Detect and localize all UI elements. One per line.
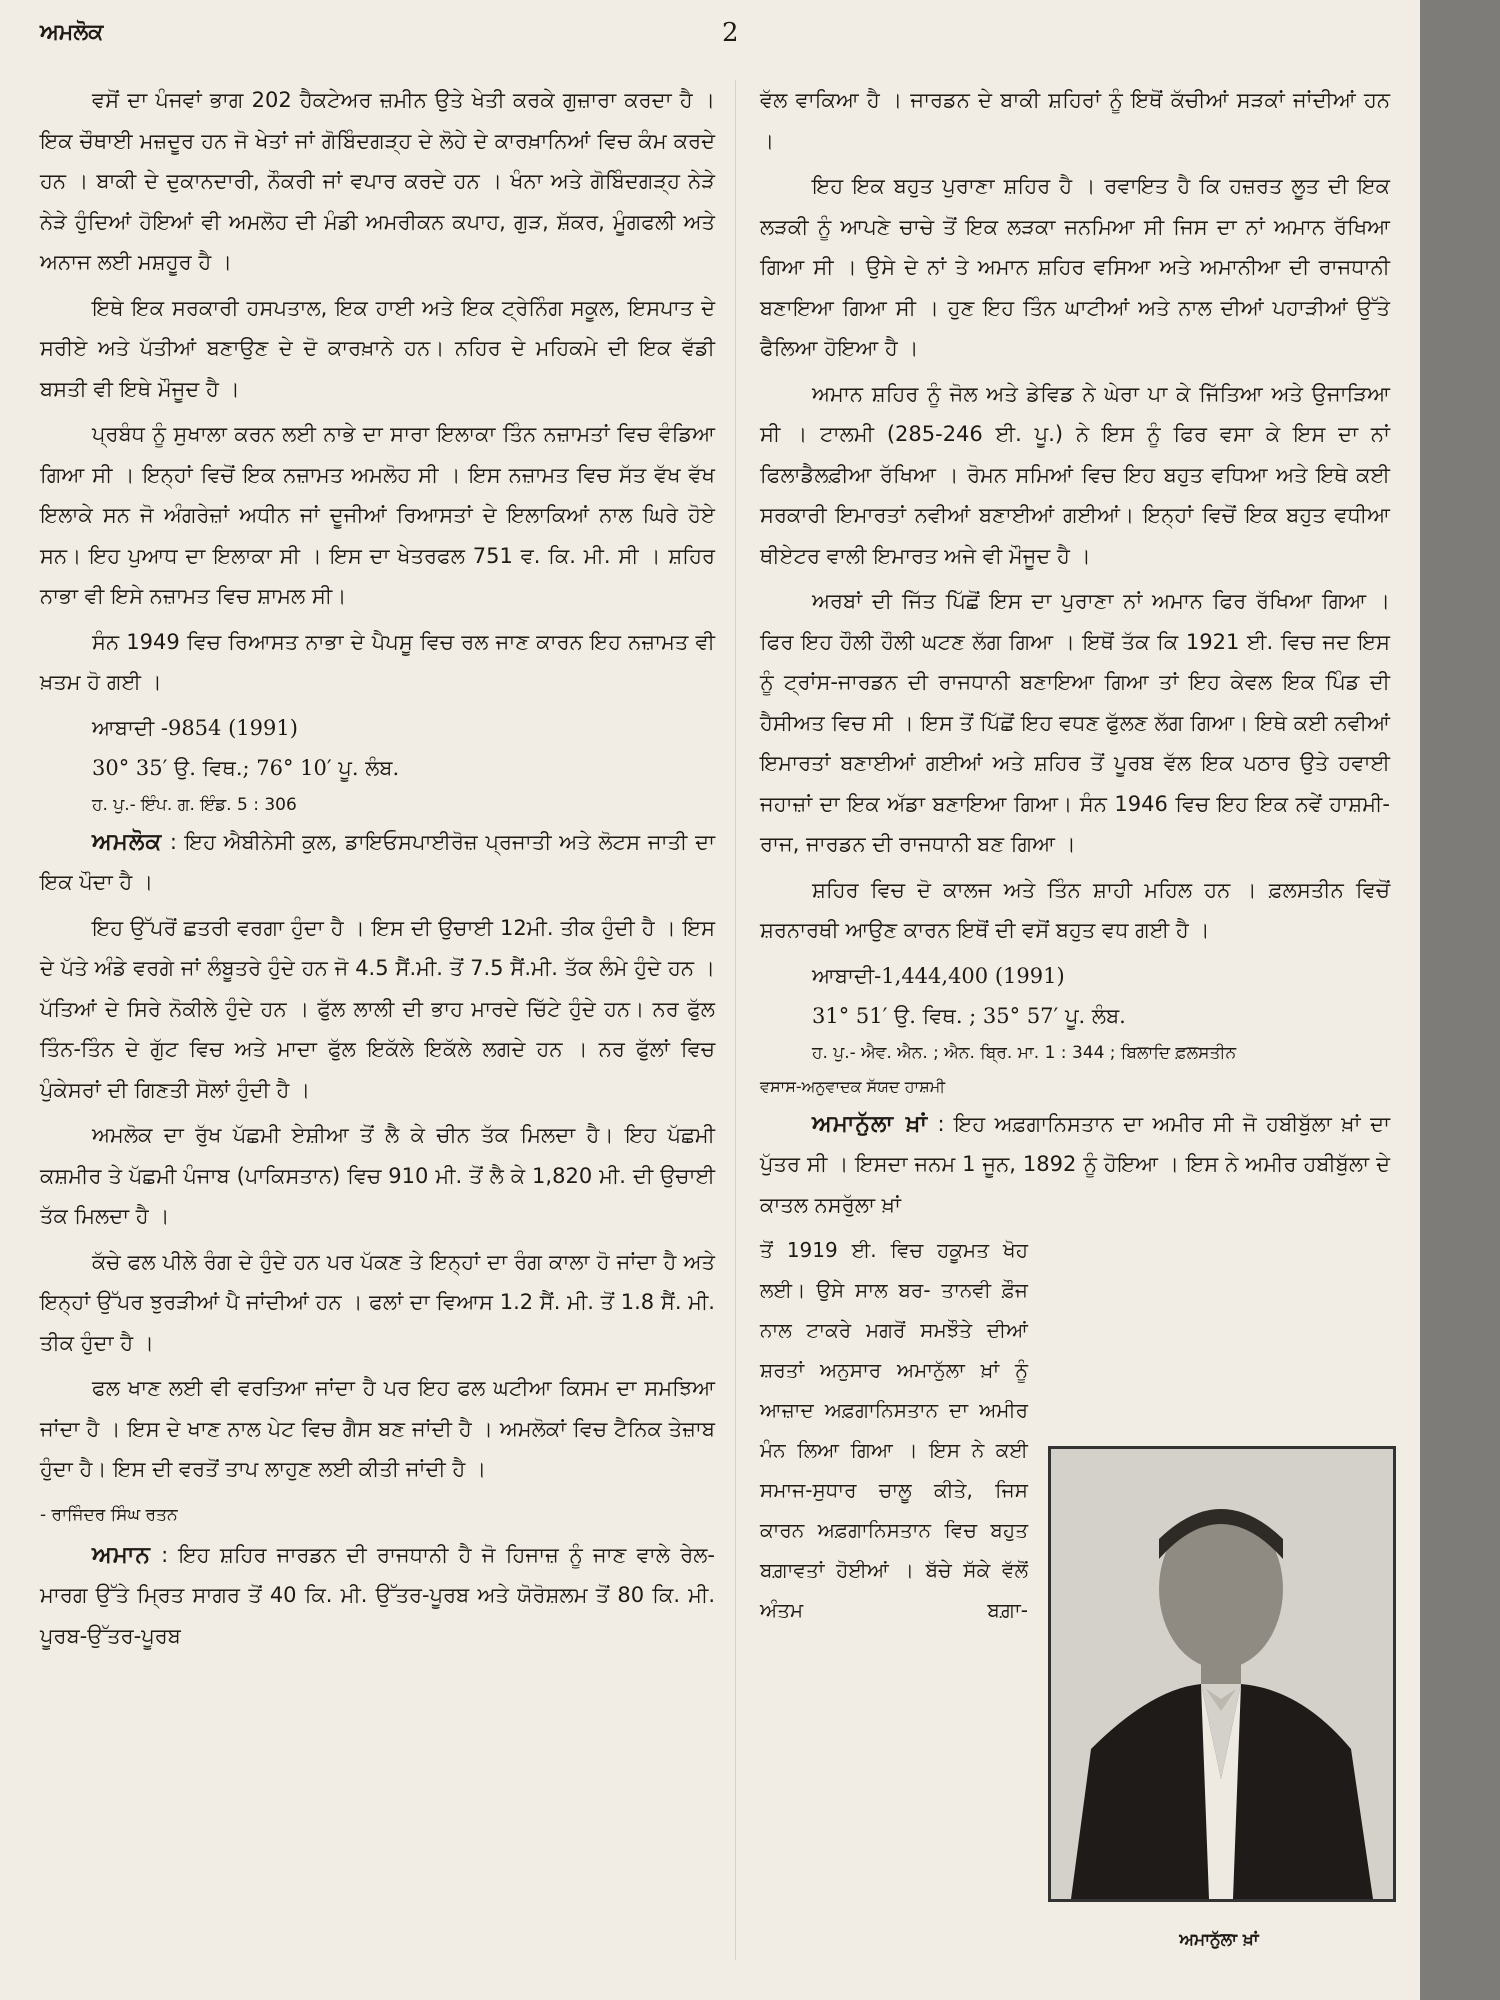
paragraph: ਤੋਂ 1919 ਈ. ਵਿਚ ਹਕੂਮਤ ਖੋਹ ਲਈ। ਉਸੇ ਸਾਲ ਬਰ- ਤਾਨਵੀ ਫ਼ੌਜ ਨਾਲ ਟਾਕਰੇ ਮਗਰੋਂ ਸਮਝੌਤੇ ਦੀਆਂ ਸ਼ਰਤਾਂ ਅਨੁਸਾਰ ਅਮਾਨੁੱਲਾ ਖ਼ਾਂ ਨੂੰ ਆਜ਼ਾਦ ਅਫ਼ਗਾਨਿਸਤਾਨ ਦਾ ਅਮੀਰ ਮੰਨ ਲਿਆ ਗਿਆ । ਇਸ ਨੇ ਕਈ ਸਮਾਜ-ਸੁਧਾਰ ਚਾਲੂ ਕੀਤੇ, ਜਿਸ ਕਾਰਨ ਅਫ਼ਗਾਨਿਸਤਾਨ ਵਿਚ ਬਹੁਤ ਬਗ਼ਾਵਤਾਂ ਹੋਈਆਂ । ਬੱਚੇ ਸੱਕੇ ਵੱਲੋਂ ਅੰਤਮ ਬਗ਼ਾ-	[760, 1238, 1028, 1622]
paragraph: ਸੰਨ 1949 ਵਿਚ ਰਿਆਸਤ ਨਾਭਾ ਦੇ ਪੈਪਸੂ ਵਿਚ ਰਲ ਜਾਣ ਕਾਰਨ ਇਹ ਨਜ਼ਾਮਤ ਵੀ ਖ਼ਤਮ ਹੋ ਗਈ ।	[40, 629, 715, 694]
column-divider	[735, 80, 736, 1960]
portrait-image	[1051, 1449, 1393, 1899]
entry-term: ਅਮਲੋਕ	[92, 828, 163, 855]
population-line: ਆਬਾਦੀ -9854 (1991)	[92, 715, 298, 740]
entry-amanulla	[760, 1104, 1390, 1226]
wrapped-text-block	[760, 1230, 1028, 1630]
entry-definition: : ਇਹ ਅਫ਼ਗਾਨਿਸਤਾਨ ਦਾ ਅਮੀਰ ਸੀ ਜੋ ਹਬੀਬੁੱਲਾ ਖ਼ਾਂ ਦਾ ਪੁੱਤਰ ਸੀ । ਇਸਦਾ ਜਨਮ 1 ਜੂਨ, 1892 ਨੂੰ ਹੋਇਆ । ਇਸ ਨੇ ਅਮੀਰ ਹਬੀਬੁੱਲਾ ਦੇ ਕਾਤਲ ਨਸਰੁੱਲਾ ਖ਼ਾਂ	[760, 1111, 1390, 1217]
paragraph: ਇਹ ਇਕ ਬਹੁਤ ਪੁਰਾਣਾ ਸ਼ਹਿਰ ਹੈ । ਰਵਾਇਤ ਹੈ ਕਿ ਹਜ਼ਰਤ ਲੂਤ ਦੀ ਇਕ ਲੜਕੀ ਨੂੰ ਆਪਣੇ ਚਾਚੇ ਤੋਂ ਇਕ ਲੜਕਾ ਜਨਮਿਆ ਸੀ ਜਿਸ ਦਾ ਨਾਂ ਅਮਾਨ ਰੱਖਿਆ ਗਿਆ ਸੀ । ਉਸੇ ਦੇ ਨਾਂ ਤੇ ਅਮਾਨ ਸ਼ਹਿਰ ਵਸਿਆ ਅਤੇ ਅਮਾਨੀਆ ਦੀ ਰਾਜਧਾਨੀ ਬਣਾਇਆ ਗਿਆ ਸੀ । ਹੁਣ ਇਹ ਤਿੰਨ ਘਾਟੀਆਂ ਅਤੇ ਨਾਲ ਦੀਆਂ ਪਹਾੜੀਆਂ ਉੱਤੇ ਫੈਲਿਆ ਹੋਇਆ ਹੈ ।	[760, 174, 1390, 360]
entry-term: ਅਮਾਨੁੱਲਾ ਖ਼ਾਂ	[812, 1110, 928, 1137]
paragraph: ਫਲ ਖਾਣ ਲਈ ਵੀ ਵਰਤਿਆ ਜਾਂਦਾ ਹੈ ਪਰ ਇਹ ਫਲ ਘਟੀਆ ਕਿਸਮ ਦਾ ਸਮਝਿਆ ਜਾਂਦਾ ਹੈ । ਇਸ ਦੇ ਖਾਣ ਨਾਲ ਪੇਟ ਵਿਚ ਗੈਸ ਬਣ ਜਾਂਦੀ ਹੈ । ਅਮਲੋਕਾਂ ਵਿਚ ਟੈਨਿਕ ਤੇਜ਼ਾਬ ਹੁੰਦਾ ਹੈ। ਇਸ ਦੀ ਵਰਤੋਂ ਤਾਪ ਲਾਹੁਣ ਲਈ ਕੀਤੀ ਜਾਂਦੀ ਹੈ ।	[40, 1376, 715, 1481]
reference-line-2: ਵਸਾਸ-ਅਨੁਵਾਦਕ ਸੱਯਦ ਹਾਸ਼ਮੀ	[760, 1076, 946, 1096]
coordinates-line: 30° 35′ ਉ. ਵਿਥ.; 76° 10′ ਪੂ. ਲੰਬ.	[92, 755, 400, 780]
entry-definition: : ਇਹ ਸ਼ਹਿਰ ਜਾਰਡਨ ਦੀ ਰਾਜਧਾਨੀ ਹੈ ਜੋ ਹਿਜਾਜ਼ ਨੂੰ ਜਾਣ ਵਾਲੇ ਰੇਲ-ਮਾਰਗ ਉੱਤੇ ਮ੍ਰਿਤ ਸਾਗਰ ਤੋਂ 40 ਕਿ. ਮੀ. ਉੱਤਰ-ਪੂਰਬ ਅਤੇ ਯੋਰੋਸ਼ਲਮ ਤੋਂ 80 ਕਿ. ਮੀ. ਪੂਰਬ-ਉੱਤਰ-ਪੂਰਬ	[40, 1542, 715, 1648]
entry-amlok	[40, 822, 715, 903]
paragraph: ਵਸੋਂ ਦਾ ਪੰਜਵਾਂ ਭਾਗ 202 ਹੈਕਟੇਅਰ ਜ਼ਮੀਨ ਉਤੇ ਖੇਤੀ ਕਰਕੇ ਗੁਜ਼ਾਰਾ ਕਰਦਾ ਹੈ । ਇਕ ਚੌਥਾਈ ਮਜ਼ਦੂਰ ਹਨ ਜੋ ਖੇਤਾਂ ਜਾਂ ਗੋਬਿੰਦਗੜ੍ਹ ਦੇ ਲੋਹੇ ਦੇ ਕਾਰਖ਼ਾਨਿਆਂ ਵਿਚ ਕੰਮ ਕਰਦੇ ਹਨ । ਬਾਕੀ ਦੇ ਦੁਕਾਨਦਾਰੀ, ਨੌਕਰੀ ਜਾਂ ਵਪਾਰ ਕਰਦੇ ਹਨ । ਖੰਨਾ ਅਤੇ ਗੋਬਿੰਦਗੜ੍ਹ ਨੇੜੇ ਨੇੜੇ ਹੁੰਦਿਆਂ ਹੋਇਆਂ ਵੀ ਅਮਲੋਹ ਦੀ ਮੰਡੀ ਅਮਰੀਕਨ ਕਪਾਹ, ਗੁੜ, ਸ਼ੱਕਰ, ਮੂੰਗਫਲੀ ਅਤੇ ਅਨਾਜ ਲਈ ਮਸ਼ਹੂਰ ਹੈ ।	[40, 88, 715, 274]
scan-edge	[1420, 0, 1500, 2000]
page-number: 2	[722, 18, 739, 48]
left-column	[40, 80, 715, 1661]
paragraph: ਪ੍ਰਬੰਧ ਨੂੰ ਸੁਖਾਲਾ ਕਰਨ ਲਈ ਨਾਭੇ ਦਾ ਸਾਰਾ ਇਲਾਕਾ ਤਿੰਨ ਨਜ਼ਾਮਤਾਂ ਵਿਚ ਵੰਡਿਆ ਗਿਆ ਸੀ । ਇਨ੍ਹਾਂ ਵਿਚੋਂ ਇਕ ਨਜ਼ਾਮਤ ਅਮਲੋਹ ਸੀ । ਇਸ ਨਜ਼ਾਮਤ ਵਿਚ ਸੱਤ ਵੱਖ ਵੱਖ ਇਲਾਕੇ ਸਨ ਜੋ ਅੰਗਰੇਜ਼ਾਂ ਅਧੀਨ ਜਾਂ ਦੂਜੀਆਂ ਰਿਆਸਤਾਂ ਦੇ ਇਲਾਕਿਆਂ ਨਾਲ ਘਿਰੇ ਹੋਏ ਸਨ। ਇਹ ਪੁਆਧ ਦਾ ਇਲਾਕਾ ਸੀ । ਇਸ ਦਾ ਖੇਤਰਫਲ 751 ਵ. ਕਿ. ਮੀ. ਸੀ । ਸ਼ਹਿਰ ਨਾਭਾ ਵੀ ਇਸੇ ਨਜ਼ਾਮਤ ਵਿਚ ਸ਼ਾਮਲ ਸੀ।	[40, 422, 715, 608]
paragraph: ਅਮਾਨ ਸ਼ਹਿਰ ਨੂੰ ਜੋਲ ਅਤੇ ਡੇਵਿਡ ਨੇ ਘੇਰਾ ਪਾ ਕੇ ਜਿੱਤਿਆ ਅਤੇ ਉਜਾੜਿਆ ਸੀ । ਟਾਲਮੀ (285-246 ਈ. ਪੂ.) ਨੇ ਇਸ ਨੂੰ ਫਿਰ ਵਸਾ ਕੇ ਇਸ ਦਾ ਨਾਂ ਫਿਲਾਡੈਲਫ਼ੀਆ ਰੱਖਿਆ । ਰੋਮਨ ਸਮਿਆਂ ਵਿਚ ਇਹ ਬਹੁਤ ਵਧਿਆ ਅਤੇ ਇਥੇ ਕਈ ਸਰਕਾਰੀ ਇਮਾਰਤਾਂ ਨਵੀਆਂ ਬਣਾਈਆਂ ਗਈਆਂ। ਇਨ੍ਹਾਂ ਵਿਚੋਂ ਇਕ ਬਹੁਤ ਵਧੀਆ ਥੀਏਟਰ ਵਾਲੀ ਇਮਾਰਤ ਅਜੇ ਵੀ ਮੌਜੂਦ ਹੈ ।	[760, 381, 1390, 568]
entry-definition: : ਇਹ ਐਬੀਨੇਸੀ ਕੁਲ, ਡਾਇਓਸਪਾਈਰੋਜ਼ ਪ੍ਰਜਾਤੀ ਅਤੇ ਲੋਟਸ ਜਾਤੀ ਦਾ ਇਕ ਪੌਦਾ ਹੈ ।	[40, 829, 715, 894]
right-column	[760, 80, 1390, 1630]
entry-aman	[40, 1535, 715, 1657]
paragraph: ਅਰਬਾਂ ਦੀ ਜਿੱਤ ਪਿੱਛੋਂ ਇਸ ਦਾ ਪੁਰਾਣਾ ਨਾਂ ਅਮਾਨ ਫਿਰ ਰੱਖਿਆ ਗਿਆ । ਫਿਰ ਇਹ ਹੌਲੀ ਹੌਲੀ ਘਟਣ ਲੱਗ ਗਿਆ । ਇਥੋਂ ਤੱਕ ਕਿ 1921 ਈ. ਵਿਚ ਜਦ ਇਸ ਨੂੰ ਟ੍ਰਾਂਸ-ਜਾਰਡਨ ਦੀ ਰਾਜਧਾਨੀ ਬਣਾਇਆ ਗਿਆ ਤਾਂ ਇਹ ਕੇਵਲ ਇਕ ਪਿੰਡ ਦੀ ਹੈਸੀਅਤ ਵਿਚ ਸੀ । ਇਸ ਤੋਂ ਪਿੱਛੋਂ ਇਹ ਵਧਣ ਫੁੱਲਣ ਲੱਗ ਗਿਆ। ਇਥੇ ਕਈ ਨਵੀਆਂ ਇਮਾਰਤਾਂ ਬਣਾਈਆਂ ਗਈਆਂ ਅਤੇ ਸ਼ਹਿਰ ਤੋਂ ਪੂਰਬ ਵੱਲ ਇਕ ਪਠਾਰ ਉਤੇ ਹਵਾਈ ਜਹਾਜ਼ਾਂ ਦਾ ਇਕ ਅੱਡਾ ਬਣਾਇਆ ਗਿਆ। ਸੰਨ 1946 ਵਿਚ ਇਹ ਇਕ ਨਵੇਂ ਹਾਸ਼ਮੀ-ਰਾਜ, ਜਾਰਡਨ ਦੀ ਰਾਜਧਾਨੀ ਬਣ ਗਿਆ ।	[760, 589, 1390, 856]
paragraph: ਅਮਲੋਕ ਦਾ ਰੁੱਖ ਪੱਛਮੀ ਏਸ਼ੀਆ ਤੋਂ ਲੈ ਕੇ ਚੀਨ ਤੱਕ ਮਿਲਦਾ ਹੈ। ਇਹ ਪੱਛਮੀ ਕਸ਼ਮੀਰ ਤੇ ਪੱਛਮੀ ਪੰਜਾਬ (ਪਾਕਿਸਤਾਨ) ਵਿਚ 910 ਮੀ. ਤੋਂ ਲੈ ਕੇ 1,820 ਮੀ. ਦੀ ਉਚਾਈ ਤੱਕ ਮਿਲਦਾ ਹੈ ।	[40, 1123, 715, 1228]
reference-line: ਹ. ਪੁ.- ਐਵ. ਐਨ. ; ਐਨ. ਬ੍ਰਿ. ਮਾ. 1 : 344 ; ਬਿਲਾਦਿ ਫ਼ਲਸਤੀਨ	[812, 1042, 1237, 1063]
running-header: ਅਮਲੋਕ	[40, 20, 104, 45]
coordinates-line: 31° 51′ ਉ. ਵਿਥ. ; 35° 57′ ਪੂ. ਲੰਬ.	[812, 1003, 1126, 1028]
photo-caption: ਅਮਾਨੁੱਲਾ ਖ਼ਾਂ	[1179, 1930, 1259, 1950]
paragraph: ਸ਼ਹਿਰ ਵਿਚ ਦੋ ਕਾਲਜ ਅਤੇ ਤਿੰਨ ਸ਼ਾਹੀ ਮਹਿਲ ਹਨ । ਫ਼ਲਸਤੀਨ ਵਿਚੋਂ ਸ਼ਰਨਾਰਥੀ ਆਉਣ ਕਾਰਨ ਇਥੋਂ ਦੀ ਵਸੋਂ ਬਹੁਤ ਵਧ ਗਈ ਹੈ ।	[760, 877, 1390, 942]
paragraph: ਵੱਲ ਵਾਕਿਆ ਹੈ । ਜਾਰਡਨ ਦੇ ਬਾਕੀ ਸ਼ਹਿਰਾਂ ਨੂੰ ਇਥੋਂ ਕੱਚੀਆਂ ਸੜਕਾਂ ਜਾਂਦੀਆਂ ਹਨ ।	[760, 88, 1390, 153]
paragraph: ਇਥੇ ਇਕ ਸਰਕਾਰੀ ਹਸਪਤਾਲ, ਇਕ ਹਾਈ ਅਤੇ ਇਕ ਟ੍ਰੇਨਿੰਗ ਸਕੂਲ, ਇਸਪਾਤ ਦੇ ਸਰੀਏ ਅਤੇ ਪੱਤੀਆਂ ਬਣਾਉਣ ਦੇ ਦੋ ਕਾਰਖ਼ਾਨੇ ਹਨ। ਨਹਿਰ ਦੇ ਮਹਿਕਮੇ ਦੀ ਇਕ ਵੱਡੀ ਬਸਤੀ ਵੀ ਇਥੇ ਮੌਜੂਦ ਹੈ ।	[40, 295, 715, 401]
entry-term: ਅਮਾਨ	[92, 1541, 151, 1568]
portrait-photo	[1048, 1446, 1396, 1902]
author-signature: - ਰਾਜਿੰਦਰ ਸਿੰਘ ਰਤਨ	[40, 1504, 178, 1525]
reference-line: ਹ. ਪੁ.- ਇੰਪ. ਗ. ਇੰਡ. 5 : 306	[92, 794, 297, 815]
population-line: ਆਬਾਦੀ-1,444,400 (1991)	[812, 963, 1065, 988]
paragraph: ਇਹ ਉੱਪਰੋਂ ਛਤਰੀ ਵਰਗਾ ਹੁੰਦਾ ਹੈ । ਇਸ ਦੀ ਉਚਾਈ 12ਮੀ. ਤੀਕ ਹੁੰਦੀ ਹੈ । ਇਸ ਦੇ ਪੱਤੇ ਅੰਡੇ ਵਰਗੇ ਜਾਂ ਲੰਬੂਤਰੇ ਹੁੰਦੇ ਹਨ ਜੋ 4.5 ਸੈਂ.ਮੀ. ਤੋਂ 7.5 ਸੈਂ.ਮੀ. ਤੱਕ ਲੰਮੇ ਹੁੰਦੇ ਹਨ । ਪੱਤਿਆਂ ਦੇ ਸਿਰੇ ਨੋਕੀਲੇ ਹੁੰਦੇ ਹਨ । ਫੁੱਲ ਲਾਲੀ ਦੀ ਭਾਹ ਮਾਰਦੇ ਚਿੱਟੇ ਹੁੰਦੇ ਹਨ। ਨਰ ਫੁੱਲ ਤਿੰਨ-ਤਿੰਨ ਦੇ ਗੁੱਟ ਵਿਚ ਅਤੇ ਮਾਦਾ ਫੁੱਲ ਇਕੱਲੇ ਇਕੱਲੇ ਲਗਦੇ ਹਨ । ਨਰ ਫੁੱਲਾਂ ਵਿਚ ਪੁੰਕੇਸਰਾਂ ਦੀ ਗਿਣਤੀ ਸੋਲਾਂ ਹੁੰਦੀ ਹੈ ।	[40, 915, 715, 1102]
paragraph: ਕੱਚੇ ਫਲ ਪੀਲੇ ਰੰਗ ਦੇ ਹੁੰਦੇ ਹਨ ਪਰ ਪੱਕਣ ਤੇ ਇਨ੍ਹਾਂ ਦਾ ਰੰਗ ਕਾਲਾ ਹੋ ਜਾਂਦਾ ਹੈ ਅਤੇ ਇਨ੍ਹਾਂ ਉੱਪਰ ਝੁਰੜੀਆਂ ਪੈ ਜਾਂਦੀਆਂ ਹਨ । ਫਲਾਂ ਦਾ ਵਿਆਸ 1.2 ਸੈਂ. ਮੀ. ਤੋਂ 1.8 ਸੈਂ. ਮੀ. ਤੀਕ ਹੁੰਦਾ ਹੈ ।	[40, 1249, 715, 1355]
